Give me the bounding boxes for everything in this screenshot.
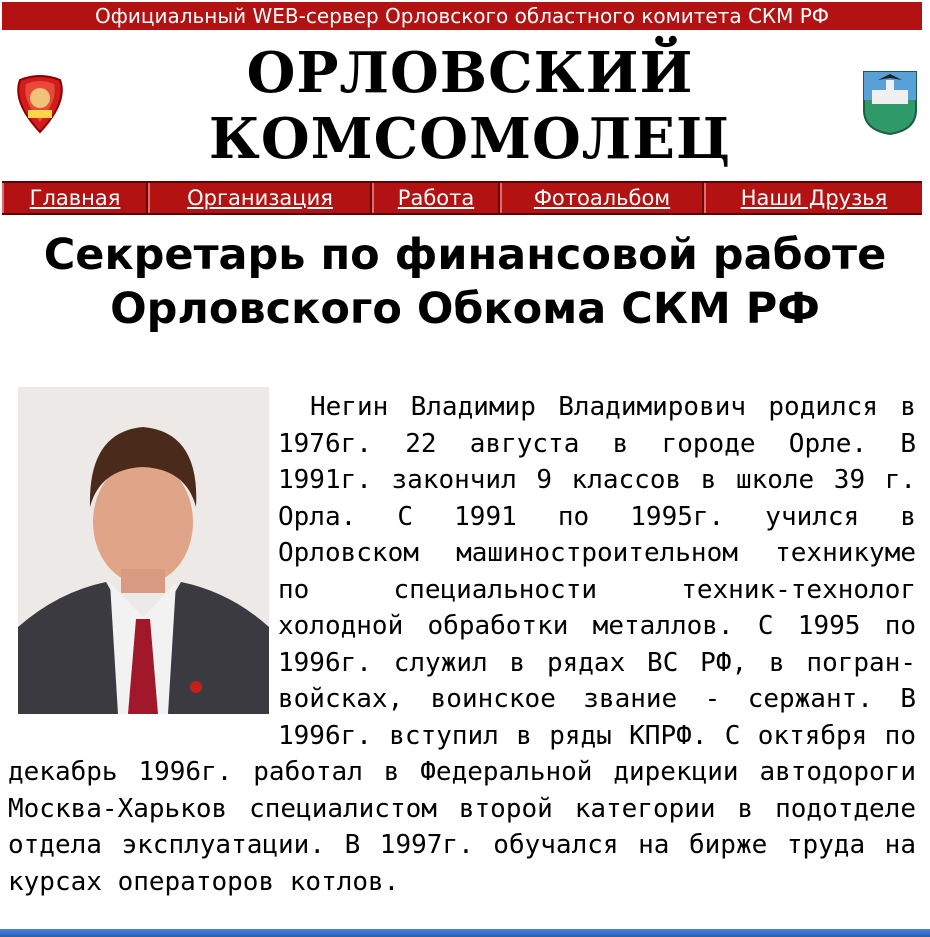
- nav-item-home[interactable]: Главная: [2, 183, 148, 213]
- page-title-line1: Секретарь по финансовой работе: [43, 230, 887, 280]
- photo-spacer: [8, 389, 278, 719]
- os-taskbar: [0, 929, 930, 937]
- oryol-coat-of-arms-icon[interactable]: [862, 70, 918, 136]
- nav-item-work[interactable]: Работа: [372, 183, 500, 213]
- nav-item-organization[interactable]: Организация: [148, 183, 372, 213]
- site-title-line1: ОРЛОВСКИЙ: [246, 40, 694, 106]
- site-title-line2: КОМСОМОЛЕЦ: [208, 106, 732, 172]
- page-title: [0, 228, 930, 336]
- biography-text: [8, 389, 916, 900]
- komsomol-badge-icon[interactable]: [12, 74, 68, 134]
- site-banner-text: Официальный WEB-сервер Орловского областного комитета СКМ РФ: [95, 4, 829, 28]
- nav-item-friends[interactable]: Наши Друзья: [704, 183, 922, 213]
- main-nav: [2, 181, 922, 215]
- site-title: [140, 40, 800, 172]
- site-header: [0, 32, 930, 178]
- nav-item-photoalbum[interactable]: Фотоальбом: [500, 183, 704, 213]
- biography-body: Негин Владимир Владимирович родился в 1976г. 22 августа в городе Орле. В 1991г. закончил 9 классов в школе 39 г. Орла. С 1991 по 1995г. учился в Орловском машиностроительном техникуме по специальности техник-технолог холодной обработки металлов. С 1995 по 1996г. служил в рядах ВС РФ, в погран-войсках, воинское звание - сержант. В 1996г. вступил в ряды КПРФ. С октября по декабрь 1996г. работал в Федеральной дирекции автодороги Москва-Харьков специалистом второй категории в подотделе отдела эксплуатации. В 1997г. обучался на бирже труда на курсах операторов котлов.: [8, 392, 916, 897]
- page-title-line2: Орловского Обкома СКМ РФ: [110, 284, 820, 334]
- site-banner: [2, 2, 922, 30]
